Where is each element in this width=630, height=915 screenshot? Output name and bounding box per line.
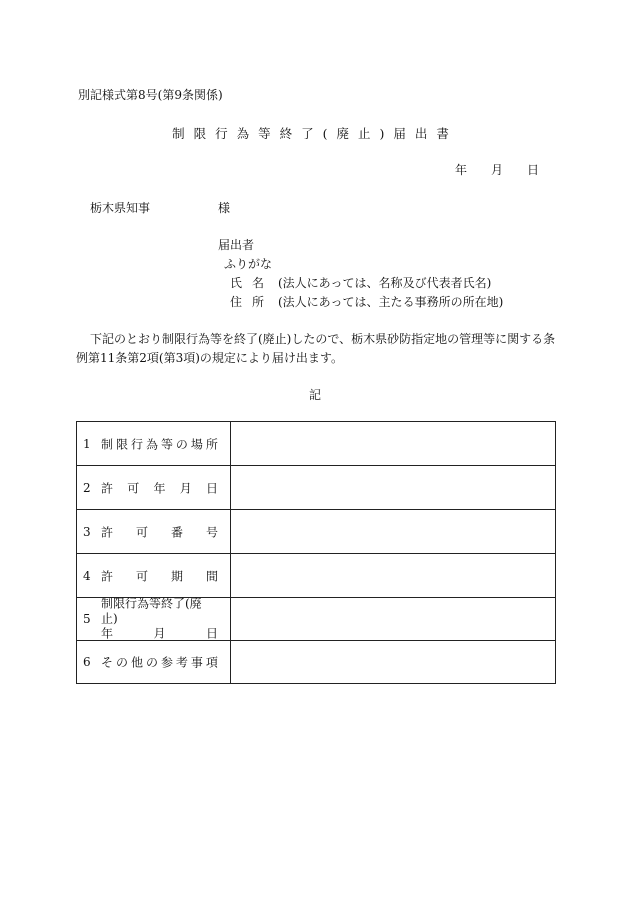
row-label [77, 422, 231, 465]
label-char: 為 [145, 437, 158, 451]
label-char: 他 [130, 655, 143, 670]
label-line-2 [101, 627, 218, 642]
furigana-label: ふりがな [224, 257, 273, 271]
label-char: 番 [170, 525, 183, 539]
label-char: 限 [115, 437, 128, 451]
row-value-cell[interactable] [231, 554, 555, 597]
label-char: 日 [205, 626, 218, 641]
address-note: (法人にあっては、主たる事務所の所在地) [278, 295, 504, 309]
body-text: 下記のとおり制限行為等を終了(廃止)したので、栃木県砂防指定地の管理等に関する条例第11条第2項(第3項)の規定により届け出ます。 [76, 332, 556, 365]
row-label-text [101, 479, 218, 496]
date-year: 年 [455, 163, 468, 177]
table-row [77, 466, 555, 510]
name-label: 氏名 [230, 276, 275, 290]
label-char: 月 [179, 481, 192, 495]
label-char: 行 [130, 437, 143, 451]
ki-heading: 記 [308, 388, 321, 402]
label-char: 所 [205, 437, 218, 451]
label-char: 等 [160, 437, 173, 451]
row-label-text [101, 654, 218, 671]
label-char: 参 [160, 655, 173, 670]
label-char: の [115, 655, 128, 670]
row-number: 3 [83, 524, 91, 539]
label-char: 間 [205, 569, 218, 583]
row-label [77, 510, 231, 553]
label-char: 年 [101, 626, 114, 641]
row-value-cell[interactable] [231, 422, 555, 465]
label-char: そ [101, 655, 114, 670]
date-line [455, 161, 539, 178]
label-char: 考 [175, 655, 188, 670]
honorific: 様 [218, 201, 231, 215]
label-char: 期 [170, 569, 183, 583]
row-label [77, 554, 231, 597]
notifier-label: 届出者 [218, 238, 255, 252]
row-value-cell[interactable] [231, 598, 555, 640]
row-label-text [101, 523, 218, 540]
address-row [230, 293, 503, 310]
label-char: 可 [135, 525, 148, 539]
row-label-text [101, 435, 218, 452]
label-char: 許 [101, 569, 114, 583]
row-label-text [101, 597, 218, 642]
table-row [77, 422, 555, 466]
label-char: 可 [127, 481, 140, 495]
date-day: 日 [527, 163, 540, 177]
row-number: 2 [83, 480, 91, 495]
addressee: 栃木県知事 [90, 201, 151, 215]
label-char: 許 [101, 481, 114, 495]
label-char: 可 [135, 569, 148, 583]
table-row [77, 510, 555, 554]
row-label [77, 466, 231, 509]
address-label: 住所 [230, 295, 275, 309]
name-row [230, 274, 491, 291]
document-title: 制限行為等終了(廃止)届出書 [172, 126, 458, 141]
date-month: 月 [491, 163, 504, 177]
label-char: の [145, 655, 158, 670]
row-label [77, 598, 231, 640]
row-number: 6 [83, 655, 91, 669]
row-number: 4 [83, 568, 91, 583]
label-char: 月 [153, 626, 166, 641]
table-row [77, 641, 555, 683]
label-char: 年 [153, 481, 166, 495]
name-note: (法人にあっては、名称及び代表者氏名) [278, 276, 492, 290]
label-char: 日 [205, 481, 218, 495]
label-char: 項 [205, 655, 218, 670]
row-label-text [101, 567, 218, 584]
row-value-cell[interactable] [231, 510, 555, 553]
row-number: 5 [83, 612, 91, 626]
label-line-1: 制限行為等終了(廃止) [101, 596, 202, 626]
label-char: 許 [101, 525, 114, 539]
form-table [76, 421, 556, 684]
table-row [77, 598, 555, 641]
row-value-cell[interactable] [231, 466, 555, 509]
label-char: 制 [101, 437, 114, 451]
row-number: 1 [83, 436, 91, 451]
row-label [77, 641, 231, 683]
label-char: の [175, 437, 188, 451]
table-row [77, 554, 555, 598]
label-char: 場 [190, 437, 203, 451]
label-char: 号 [205, 525, 218, 539]
row-value-cell[interactable] [231, 641, 555, 683]
form-number: 別記様式第8号(第9条関係) [78, 88, 223, 102]
label-char: 事 [190, 655, 203, 670]
